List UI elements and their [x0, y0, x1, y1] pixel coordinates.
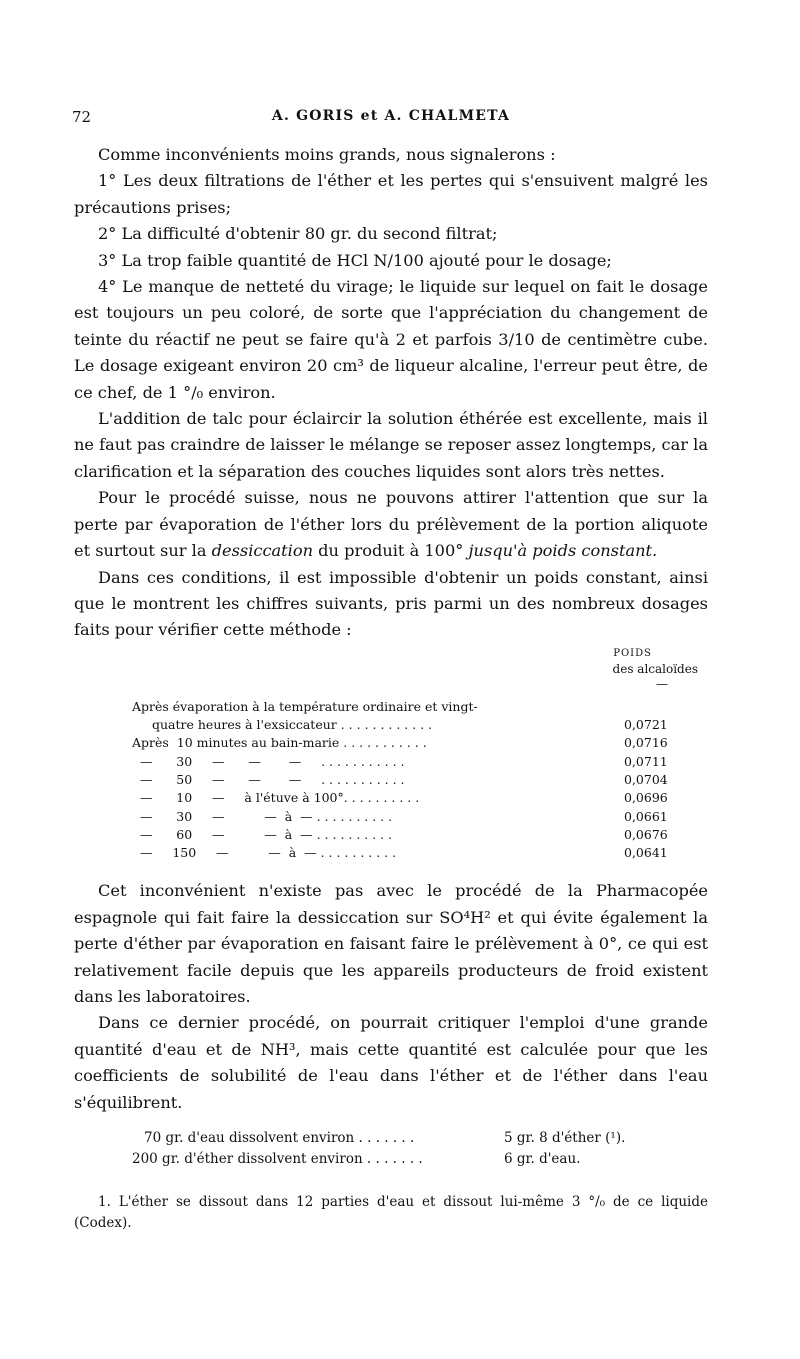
page-number: 72 — [72, 108, 92, 126]
running-title: A. GORIS et A. CHALMETA — [271, 108, 511, 124]
row-label: — 30 — — — . . . . . . . . . . . — [132, 753, 405, 769]
solubility-right: 6 gr. d'eau. — [504, 1151, 581, 1168]
dernier-paragraph: Dans ce dernier procédé, on pourrait critiquer l'emploi d'une grande quantité d'eau et de NH³, mais cette quantité est calculée pour que les coefficients de solubilité de l'eau dans l'éther et de l'éther dans l'eau s'équilibrent. — [74, 1013, 708, 1112]
row-value: 0,0641 — [624, 845, 668, 861]
solubility-right: 5 gr. 8 d'éther (¹). — [504, 1130, 626, 1147]
solubility-line — [74, 1128, 708, 1149]
item-3: 3° La trop faible quantité de HCl N/100 ajouté pour le dosage; — [98, 250, 612, 270]
row-value: 0,0696 — [624, 790, 668, 806]
row-label: — 30 — — à — . . . . . . . . . . — [132, 808, 393, 824]
table-row — [74, 753, 708, 771]
row-label: — 50 — — — . . . . . . . . . . . — [132, 771, 405, 787]
row-value: 0,0721 — [624, 717, 668, 733]
suisse-italic-dessiccation: dessiccation — [211, 541, 314, 561]
row-value: 0,0704 — [624, 771, 668, 787]
row-label: — 10 — à l'étuve à 100°. . . . . . . . . . — [132, 790, 420, 806]
table-row — [74, 789, 708, 807]
solubility-left: 200 gr. d'éther dissolvent environ . . . . . . . — [132, 1151, 423, 1168]
row-label: Après 10 minutes au bain-marie . . . . . . . . . . . — [132, 735, 427, 751]
row-label: quatre heures à l'exsiccateur . . . . . . . . . . . . — [152, 717, 433, 733]
page-header — [74, 108, 708, 142]
table-row — [74, 698, 708, 716]
espagnole-paragraph: Cet inconvénient n'existe pas avec le procédé de la Pharmacopée espagnole qui fait faire la dessiccation sur SO⁴H² et qui évite également la perte d'éther par évaporation en faisant faire le prélèvement à 0°, ce qui est relativement facile depuis que les appareils producteurs de froid existent dans les laboratoires. — [74, 881, 708, 1007]
item-1: 1° Les deux filtrations de l'éther et les pertes qui s'ensuivent malgré les précautions prises; — [74, 171, 708, 217]
intro-paragraph: Comme inconvénients moins grands, nous signalerons : — [98, 145, 556, 164]
conditions-paragraph: Dans ces conditions, il est impossible d'obtenir un poids constant, ainsi que le montrent les chiffres suivants, pris parmi un des nombreux dosages faits pour vérifier cette méthode : — [74, 567, 708, 640]
row-value: 0,0716 — [624, 735, 668, 751]
suisse-text-start: Pour le procédé suisse, nous ne pouvons attirer l'attention que sur la perte par évaporation de l'éther lors du prélèvement de la portion aliquote et surtout sur la — [74, 488, 708, 561]
row-label: Après évaporation à la température ordinaire et vingt- — [132, 698, 478, 714]
row-value: 0,0661 — [624, 808, 668, 824]
table-row — [74, 826, 708, 844]
row-value: 0,0711 — [624, 753, 668, 769]
col-head-dash: — — [656, 676, 668, 691]
row-value: 0,0676 — [624, 826, 668, 842]
table-row — [74, 771, 708, 789]
solubility-left: 70 gr. d'eau dissolvent environ . . . . . . . — [144, 1130, 415, 1147]
table-row — [74, 808, 708, 826]
table-row — [74, 844, 708, 862]
footnote: 1. L'éther se dissout dans 12 parties d'eau et dissout lui-même 3 °/₀ de ce liquide (Codex). — [74, 1194, 708, 1232]
solubility-line — [74, 1149, 708, 1170]
table-row — [74, 716, 708, 734]
row-label: — 150 — — à — . . . . . . . . . . — [132, 845, 397, 861]
col-head-alcaloides: des alcaloïdes — [612, 661, 698, 676]
row-label: — 60 — — à — . . . . . . . . . . — [132, 826, 393, 842]
suisse-text-middle: du produit à 100° — [318, 541, 464, 561]
measurement-table — [74, 698, 708, 863]
table-column-header — [74, 648, 708, 698]
suisse-paragraph — [74, 485, 708, 564]
col-head-poids: POIDS — [613, 647, 652, 659]
talc-paragraph: L'addition de talc pour éclaircir la solution éthérée est excellente, mais il ne faut pas craindre de laisser le mélange se reposer assez longtemps, car la clarification et la séparation des couches liquides sont alors très nettes. — [74, 409, 708, 481]
table-row — [74, 734, 708, 752]
suisse-italic-poids: jusqu'à poids constant. — [468, 541, 658, 561]
document-page — [74, 108, 708, 1248]
item-2: 2° La difficulté d'obtenir 80 gr. du second filtrat; — [98, 224, 498, 244]
item-4: 4° Le manque de netteté du virage; le liquide sur lequel on fait le dosage est toujours un peu coloré, de sorte que l'appréciation du changement de teinte du réactif ne peut se faire qu'à 2 et parfois 3/10 de centimètre cube. Le dosage exigeant environ 20 cm³ de liqueur alcaline, l'erreur peut être, de ce chef, de 1 °/₀ environ. — [74, 277, 708, 402]
